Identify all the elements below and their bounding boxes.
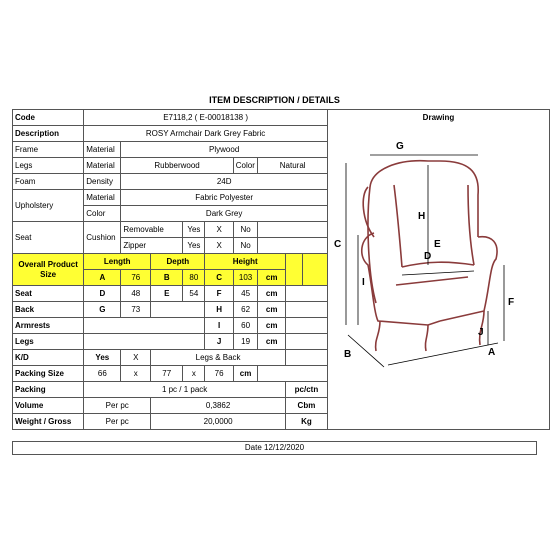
overall-size-label: Overall Product Size bbox=[13, 254, 84, 286]
dim-b-text: B bbox=[343, 349, 352, 360]
dim-b-line bbox=[348, 335, 384, 367]
seat-front bbox=[396, 277, 468, 285]
legs-dims-label: Legs bbox=[13, 334, 84, 350]
dim-e-text: E bbox=[433, 239, 441, 250]
upholstery-sub2: Color bbox=[84, 206, 121, 222]
legs-color-value: Natural bbox=[258, 158, 328, 174]
seat-d-value: 48 bbox=[121, 286, 151, 302]
overall-length-header: Length bbox=[84, 254, 151, 270]
dim-j-text: J bbox=[477, 327, 484, 338]
overall-unit: cm bbox=[258, 270, 286, 286]
foam-label: Foam bbox=[13, 174, 84, 190]
legs-label: Legs bbox=[13, 158, 84, 174]
overall-depth-header: Depth bbox=[151, 254, 205, 270]
seat-removable: Removable bbox=[121, 222, 183, 238]
kd-value: Legs & Back bbox=[151, 350, 286, 366]
volume-unit: Cbm bbox=[285, 398, 327, 414]
dim-g-text: G bbox=[395, 141, 404, 152]
legs-color-label: Color bbox=[233, 158, 258, 174]
overall-b-letter: B bbox=[151, 270, 183, 286]
seat-zipper-no: No bbox=[233, 238, 258, 254]
dim-f-text: F bbox=[507, 297, 515, 308]
seat-zipper-yes: Yes bbox=[183, 238, 205, 254]
spec-table bbox=[12, 109, 550, 430]
seat-f-letter: F bbox=[205, 286, 233, 302]
frame-value: Plywood bbox=[121, 142, 328, 158]
back-h-value: 62 bbox=[233, 302, 258, 318]
weight-value: 20,0000 bbox=[151, 414, 286, 430]
volume-label: Volume bbox=[13, 398, 84, 414]
volume-per: Per pc bbox=[84, 398, 151, 414]
code-label: Code bbox=[13, 110, 84, 126]
kd-x: X bbox=[121, 350, 151, 366]
packing-size-unit: cm bbox=[233, 366, 258, 382]
back-g-value: 73 bbox=[121, 302, 151, 318]
back-unit: cm bbox=[258, 302, 286, 318]
seat-zipper: Zipper bbox=[121, 238, 183, 254]
frame-sub: Material bbox=[84, 142, 121, 158]
dim-c-text: C bbox=[333, 239, 342, 250]
code-value: E7118,2 ( E-00018138 ) bbox=[84, 110, 328, 126]
leg-1 bbox=[376, 321, 380, 351]
seat-zipper-x: X bbox=[205, 238, 233, 254]
seat-dims-label: Seat bbox=[13, 286, 84, 302]
kd-label: K/D bbox=[13, 350, 84, 366]
page-title: ITEM DESCRIPTION / DETAILS bbox=[209, 95, 340, 105]
packing-size-v1: 66 bbox=[84, 366, 121, 382]
packing-unit: pc/ctn bbox=[285, 382, 327, 398]
leg-3 bbox=[425, 325, 428, 351]
legs-sub: Material bbox=[84, 158, 121, 174]
packing-size-v2: 77 bbox=[151, 366, 183, 382]
seat-sub: Cushion bbox=[84, 222, 121, 254]
seat-removable-no: No bbox=[233, 222, 258, 238]
armrests-i-letter: I bbox=[205, 318, 233, 334]
legs-j-value: 19 bbox=[233, 334, 258, 350]
weight-unit: Kg bbox=[285, 414, 327, 430]
dim-d-text: D bbox=[423, 251, 432, 262]
volume-value: 0,3862 bbox=[151, 398, 286, 414]
dim-i-text: I bbox=[361, 277, 365, 288]
overall-height-header: Height bbox=[205, 254, 285, 270]
packing-label: Packing bbox=[13, 382, 84, 398]
upholstery-label: Upholstery bbox=[13, 190, 84, 222]
overall-a-value: 76 bbox=[121, 270, 151, 286]
seat-d-letter: D bbox=[84, 286, 121, 302]
legs-value: Rubberwood bbox=[121, 158, 233, 174]
overall-c-letter: C bbox=[205, 270, 233, 286]
seat-removable-x: X bbox=[205, 222, 233, 238]
drawing-cell bbox=[327, 110, 549, 430]
overall-c-value: 103 bbox=[233, 270, 258, 286]
seat-removable-yes: Yes bbox=[183, 222, 205, 238]
legs-j-letter: J bbox=[205, 334, 233, 350]
upholstery-value1: Fabric Polyester bbox=[121, 190, 328, 206]
legs-unit: cm bbox=[258, 334, 286, 350]
packing-size-x1: x bbox=[121, 366, 151, 382]
back-inner bbox=[394, 185, 402, 267]
date-footer: Date 12/12/2020 bbox=[12, 441, 537, 455]
packing-size-v3: 76 bbox=[205, 366, 233, 382]
back-g-letter: G bbox=[84, 302, 121, 318]
packing-size-label: Packing Size bbox=[13, 366, 84, 382]
back-h-letter: H bbox=[205, 302, 233, 318]
back-inner-right bbox=[468, 185, 474, 265]
dim-h-text: H bbox=[417, 211, 426, 222]
armchair-drawing bbox=[328, 125, 549, 425]
seat-unit: cm bbox=[258, 286, 286, 302]
upholstery-value2: Dark Grey bbox=[121, 206, 328, 222]
seat-f-value: 45 bbox=[233, 286, 258, 302]
overall-a-letter: A bbox=[84, 270, 121, 286]
description-value: ROSY Armchair Dark Grey Fabric bbox=[84, 126, 328, 142]
seat-e-letter: E bbox=[151, 286, 183, 302]
back-label: Back bbox=[13, 302, 84, 318]
seat-e-value: 54 bbox=[183, 286, 205, 302]
seat-label: Seat bbox=[13, 222, 84, 254]
packing-size-x2: x bbox=[183, 366, 205, 382]
dim-e-line bbox=[402, 271, 474, 275]
packing-value: 1 pc / 1 pack bbox=[84, 382, 286, 398]
description-label: Description bbox=[13, 126, 84, 142]
frame-label: Frame bbox=[13, 142, 84, 158]
drawing-label: Drawing bbox=[422, 113, 455, 122]
upholstery-sub1: Material bbox=[84, 190, 121, 206]
armrests-unit: cm bbox=[258, 318, 286, 334]
armrests-i-value: 60 bbox=[233, 318, 258, 334]
dim-a-line bbox=[388, 343, 498, 365]
weight-per: Per pc bbox=[84, 414, 151, 430]
dim-a-text: A bbox=[487, 347, 496, 358]
armrests-label: Armrests bbox=[13, 318, 84, 334]
seat-top bbox=[402, 262, 474, 267]
foam-sub: Density bbox=[84, 174, 121, 190]
weight-label: Weight / Gross bbox=[13, 414, 84, 430]
overall-b-value: 80 bbox=[183, 270, 205, 286]
foam-value: 24D bbox=[121, 174, 328, 190]
kd-yes: Yes bbox=[84, 350, 121, 366]
